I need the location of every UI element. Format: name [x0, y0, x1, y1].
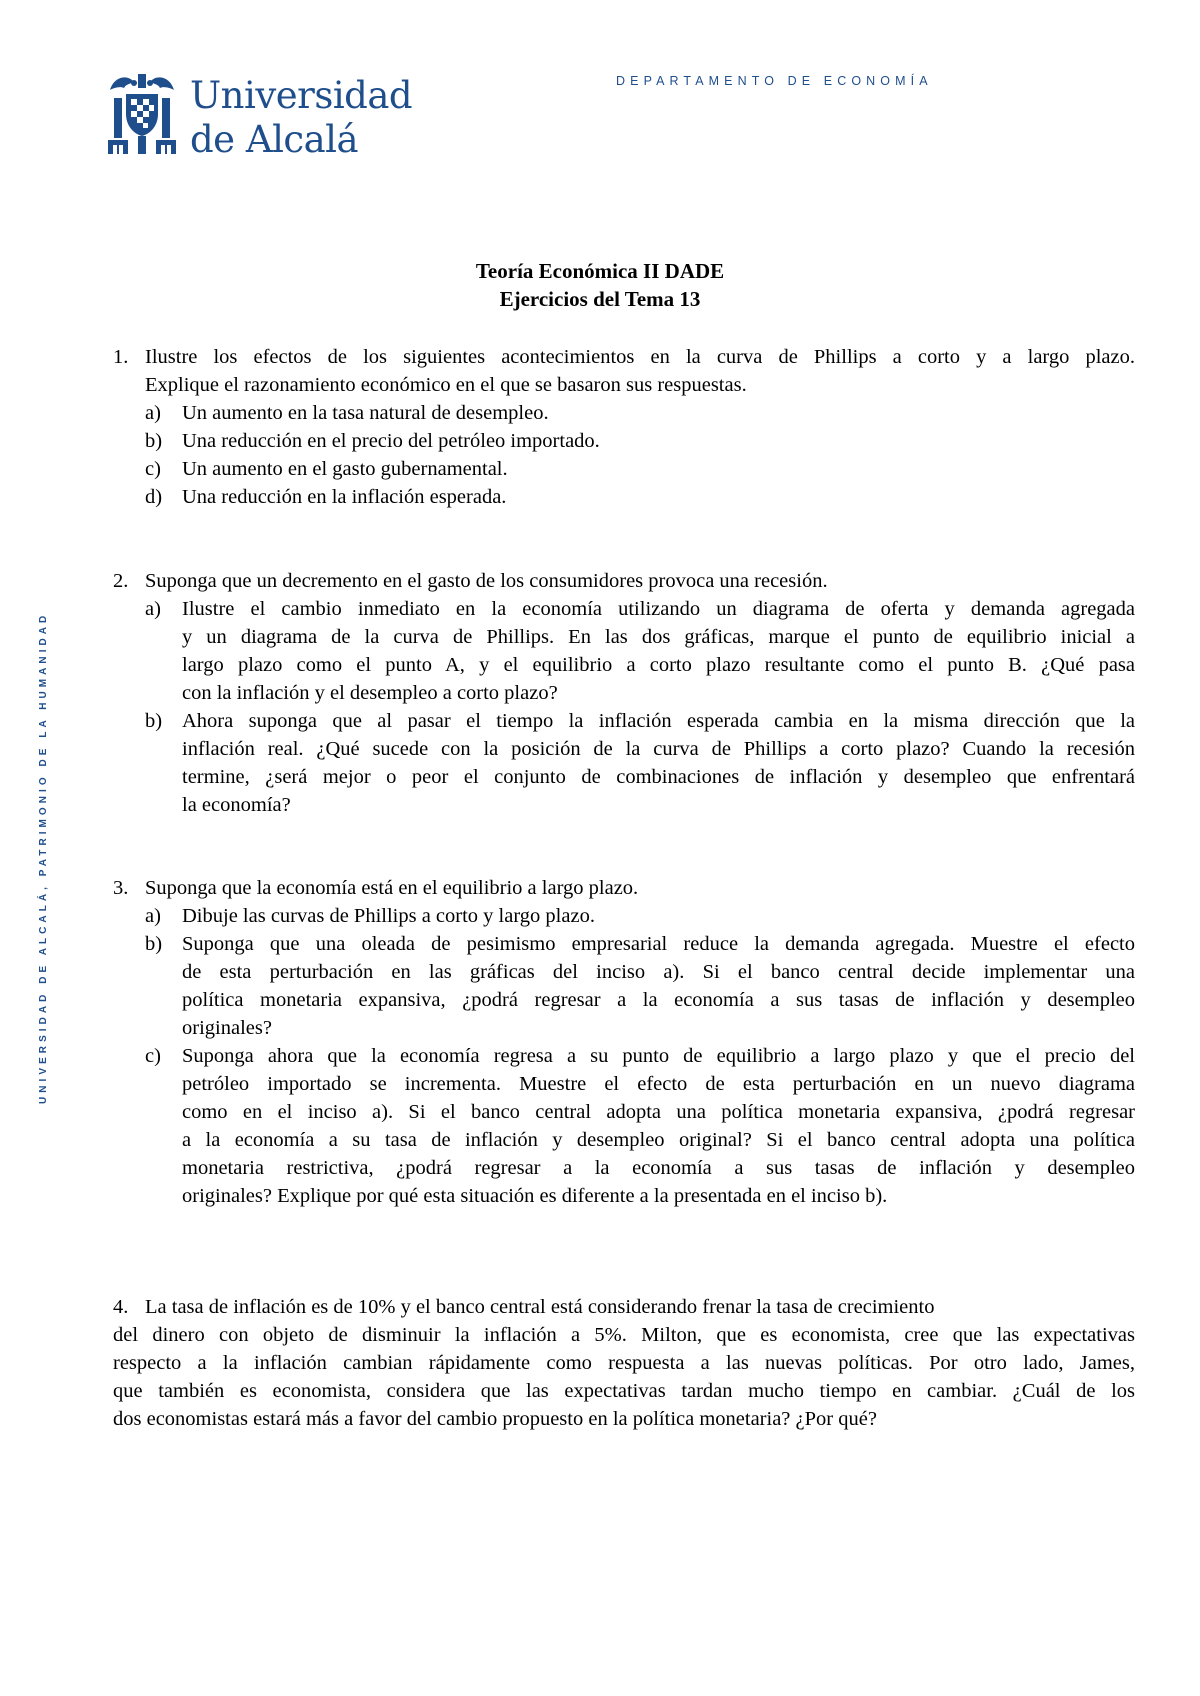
item-label: a)	[145, 905, 161, 927]
question-text: respecto a la inflación cambian rápidamente como respuesta a las nuevas políticas. Por otro lado, James,	[113, 1352, 1135, 1374]
item-text: largo plazo como el punto A, y el equilibrio a corto plazo resultante como el punto B. ¿Qué pasa	[182, 654, 1135, 676]
item-text: monetaria restrictiva, ¿podrá regresar a la economía a sus tasas de inflación y desempleo	[182, 1157, 1135, 1179]
logo-line-2: de Alcalá	[190, 118, 359, 161]
department-name: DEPARTAMENTO DE ECONOMÍA	[616, 74, 933, 88]
item-label: a)	[145, 598, 161, 620]
item-text: con la inflación y el desempleo a corto plazo?	[182, 682, 558, 704]
item-text: Ahora suponga que al pasar el tiempo la inflación esperada cambia en la misma dirección que la	[182, 710, 1135, 732]
question-text: La tasa de inflación es de 10% y el banco central está considerando frenar la tasa de crecimiento	[145, 1296, 935, 1318]
question-text: Suponga que la economía está en el equilibrio a largo plazo.	[145, 877, 639, 899]
logo-line-1: Universidad	[190, 74, 413, 117]
item-text: como en el inciso a). Si el banco central adopta una política monetaria expansiva, ¿podrá regresar	[182, 1101, 1135, 1123]
item-text: Ilustre el cambio inmediato en la economía utilizando un diagrama de oferta y demanda agregada	[182, 598, 1135, 620]
item-text: de esta perturbación en las gráficas del inciso a). Si el banco central decide implementar una	[182, 961, 1135, 983]
item-label: c)	[145, 458, 161, 480]
item-text: originales? Explique por qué esta situación es diferente a la presentada en el inciso b).	[182, 1185, 888, 1207]
item-label: b)	[145, 430, 163, 452]
question-text: Ilustre los efectos de los siguientes acontecimientos en la curva de Phillips a corto y a largo plazo.	[145, 346, 1135, 368]
item-label: a)	[145, 402, 161, 424]
question-number: 3.	[113, 877, 129, 899]
university-logo	[104, 70, 412, 162]
item-text: Una reducción en el precio del petróleo importado.	[182, 430, 600, 452]
question-number: 4.	[113, 1296, 129, 1318]
item-label: d)	[145, 486, 163, 508]
item-text: termine, ¿será mejor o peor el conjunto de combinaciones de inflación y desempleo que enfrentará	[182, 766, 1135, 788]
item-text: Una reducción en la inflación esperada.	[182, 486, 507, 508]
question-number: 2.	[113, 570, 129, 592]
item-label: b)	[145, 933, 163, 955]
side-vertical-text: UNIVERSIDAD DE ALCALÁ, PATRIMONIO DE LA HUMANIDAD	[38, 611, 49, 1104]
question-text: que también es economista, considera que las expectativas tardan mucho tiempo en cambiar. ¿Cuál de los	[113, 1380, 1135, 1402]
item-text: Suponga que una oleada de pesimismo empresarial reduce la demanda agregada. Muestre el efecto	[182, 933, 1135, 955]
item-text: y un diagrama de la curva de Phillips. En las dos gráficas, marque el punto de equilibrio inicial a	[182, 626, 1135, 648]
question-text: Suponga que un decremento en el gasto de los consumidores provoca una recesión.	[145, 570, 828, 592]
question-text: del dinero con objeto de disminuir la inflación a 5%. Milton, que es economista, cree que las expectativas	[113, 1324, 1135, 1346]
doc-title: Teoría Económica II DADE	[475, 259, 725, 283]
item-label: b)	[145, 710, 163, 732]
university-name	[190, 74, 412, 162]
item-text: Dibuje las curvas de Phillips a corto y largo plazo.	[182, 905, 595, 927]
item-text: a la economía a su tasa de inflación y desempleo original? Si el banco central adopta una política	[182, 1129, 1135, 1151]
item-text: la economía?	[182, 794, 291, 816]
item-text: originales?	[182, 1017, 272, 1039]
item-label: c)	[145, 1045, 161, 1067]
item-text: Un aumento en la tasa natural de desempleo.	[182, 402, 549, 424]
item-text: política monetaria expansiva, ¿podrá regresar a la economía a sus tasas de inflación y desempleo	[182, 989, 1135, 1011]
item-text: inflación real. ¿Qué sucede con la posición de la curva de Phillips a corto plazo? Cuando la recesión	[182, 738, 1135, 760]
item-text: petróleo importado se incrementa. Muestre el efecto de esta perturbación en un nuevo diagrama	[182, 1073, 1135, 1095]
doc-subtitle: Ejercicios del Tema 13	[499, 287, 701, 311]
item-text: Un aumento en el gasto gubernamental.	[182, 458, 508, 480]
question-number: 1.	[113, 346, 129, 368]
question-text: dos economistas estará más a favor del cambio propuesto en la política monetaria? ¿Por qué?	[113, 1408, 877, 1430]
coat-of-arms-icon	[104, 70, 180, 156]
question-text: Explique el razonamiento económico en el que se basaron sus respuestas.	[145, 374, 747, 396]
item-text: Suponga ahora que la economía regresa a su punto de equilibrio a largo plazo y que el precio del	[182, 1045, 1135, 1067]
